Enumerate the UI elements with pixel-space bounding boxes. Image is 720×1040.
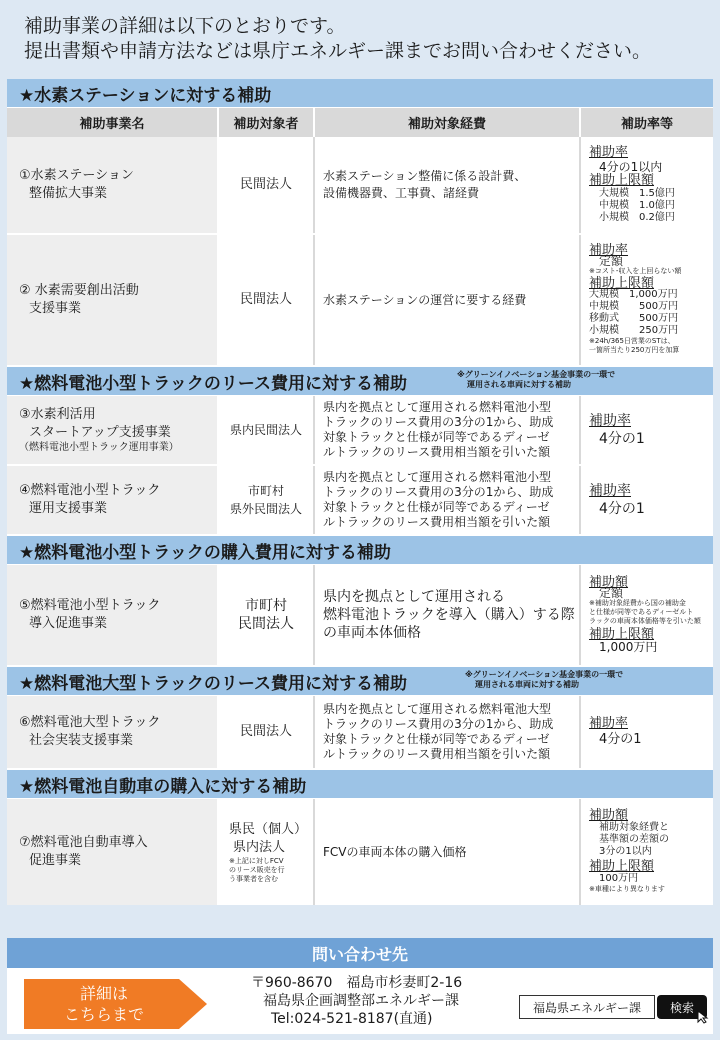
col-target: 補助対象者 (219, 108, 315, 137)
col-expense: 補助対象経費 (315, 108, 581, 137)
section-title: ★燃料電池大型トラックのリース費用に対する補助 (19, 673, 408, 694)
col-rate: 補助率等 (620, 117, 673, 132)
contact-panel (7, 968, 713, 1034)
project-name: ② 水素需要創出活動 支援事業 (7, 235, 219, 365)
section-title: ★水素ステーションに対する補助 (19, 85, 272, 106)
section-title: ★燃料電池小型トラックのリース費用に対する補助 (19, 373, 408, 394)
expense: 県内を拠点として運用される 燃料電池トラックを導入（購入）する際 の車両本体価格 (315, 565, 581, 665)
expense: 県内を拠点として運用される燃料電池大型 トラックのリース費用の3分の1から、助成 対象トラックと仕様が同等であるディーゼ ルトラックのリース費用相当額を引いた額 (315, 696, 581, 768)
table-row (7, 696, 713, 770)
project-name: ⑥燃料電池大型トラック 社会実装支援事業 (7, 696, 219, 768)
rate: 補助率 4分の1以内 補助上限額 大規模 1.5億円 中規模 1.0億円 小規模 0.2億円 (581, 137, 713, 233)
table-row (7, 137, 713, 235)
expense: 県内を拠点として運用される燃料電池小型 トラックのリース費用の3分の1から、助成 対象トラックと仕様が同等であるディーゼ ルトラックのリース費用相当額を引いた額 (315, 466, 581, 534)
column-headers (7, 108, 713, 137)
section-note: ※グリーンイノベーション基金事業の一環で 運用される車両に対する補助 (465, 670, 624, 689)
project-name: ①水素ステーション 整備拡大事業 (7, 137, 219, 233)
search-input[interactable]: 福島県エネルギー課 (519, 995, 655, 1019)
rate: 補助額 補助対象経費と 基準額の差額の 3分の1以内 補助上限額 100万円 ※車種により異なります (581, 799, 713, 905)
expense: 水素ステーションの運営に要する経費 (315, 235, 581, 365)
rate: 補助率 4分の1 (581, 396, 713, 464)
rate: 補助率 4分の1 (581, 696, 713, 768)
section-title: ★燃料電池小型トラックの購入費用に対する補助 (19, 542, 391, 563)
expense: FCVの車両本体の購入価格 (315, 799, 581, 905)
section-title: ★燃料電池自動車の購入に対する補助 (19, 776, 307, 797)
intro-text (24, 14, 651, 64)
section-fcv-purchase (7, 770, 713, 799)
col-name: 補助事業名 (7, 108, 219, 137)
target: 民間法人 (219, 137, 315, 233)
section-large-truck-lease (7, 667, 713, 696)
project-name: ⑤燃料電池小型トラック 導入促進事業 (7, 565, 219, 665)
subsidy-table (7, 79, 713, 905)
search-button[interactable]: 検索 (657, 995, 707, 1019)
table-row (7, 466, 713, 536)
section-small-truck-lease (7, 367, 713, 396)
table-row (7, 799, 713, 905)
expense: 水素ステーション整備に係る設計費、 設備機器費、工事費、諸経費 (315, 137, 581, 233)
contact-header: 問い合わせ先 (7, 938, 713, 968)
project-name: ⑦燃料電池自動車導入 促進事業 (7, 799, 219, 905)
project-name: ③水素利活用 スタートアップ支援事業 （燃料電池小型トラック運用事業） (7, 396, 219, 464)
project-name: ④燃料電池小型トラック 運用支援事業 (7, 466, 219, 534)
intro-line-2: 提出書類や申請方法などは県庁エネルギー課までお問い合わせください。 (24, 40, 652, 62)
section-note: ※グリーンイノベーション基金事業の一環で 運用される車両に対する補助 (457, 370, 616, 389)
section-hydrogen-station (7, 79, 713, 108)
target: 県内民間法人 (219, 396, 315, 464)
intro-line-1: 補助事業の詳細は以下のとおりです。 (24, 15, 346, 37)
rate: 補助率 4分の1 (581, 466, 713, 534)
rate: 補助率 定額 ※コスト-収入を上回らない額 補助上限額 大規模 1,000万円 中規模 500万円 移動式 500万円 小規模 250万円 ※24h/365日営業のSTは、 一箇所当たり250万円を加算 (581, 235, 713, 365)
rate: 補助額 定額 ※補助対象経費から国の補助金 と仕様が同等であるディーゼルト ラックの車両本体価格等を引いた額 補助上限額 1,000万円 (581, 565, 713, 665)
details-button[interactable]: 詳細は こちらまで (24, 979, 207, 1029)
target: 民間法人 (219, 235, 315, 365)
target: 民間法人 (219, 696, 315, 768)
expense: 県内を拠点として運用される燃料電池小型 トラックのリース費用の3分の1から、助成 対象トラックと仕様が同等であるディーゼ ルトラックのリース費用相当額を引いた額 (315, 396, 581, 464)
table-row (7, 565, 713, 667)
target: 市町村 県外民間法人 (219, 466, 315, 534)
target: 県民（個人） 県内法人 ※上記に対しFCV のリース販売を行 う事業者を含む (219, 799, 315, 905)
table-row (7, 396, 713, 466)
contact-address: 〒960-8670 福島市杉妻町2-16 福島県企画調整部エネルギー課 Tel:024-521-8187(直通) (251, 975, 463, 1027)
section-small-truck-purchase (7, 536, 713, 565)
cursor-icon (697, 1010, 711, 1024)
target: 市町村 民間法人 (219, 565, 315, 665)
table-row (7, 235, 713, 367)
